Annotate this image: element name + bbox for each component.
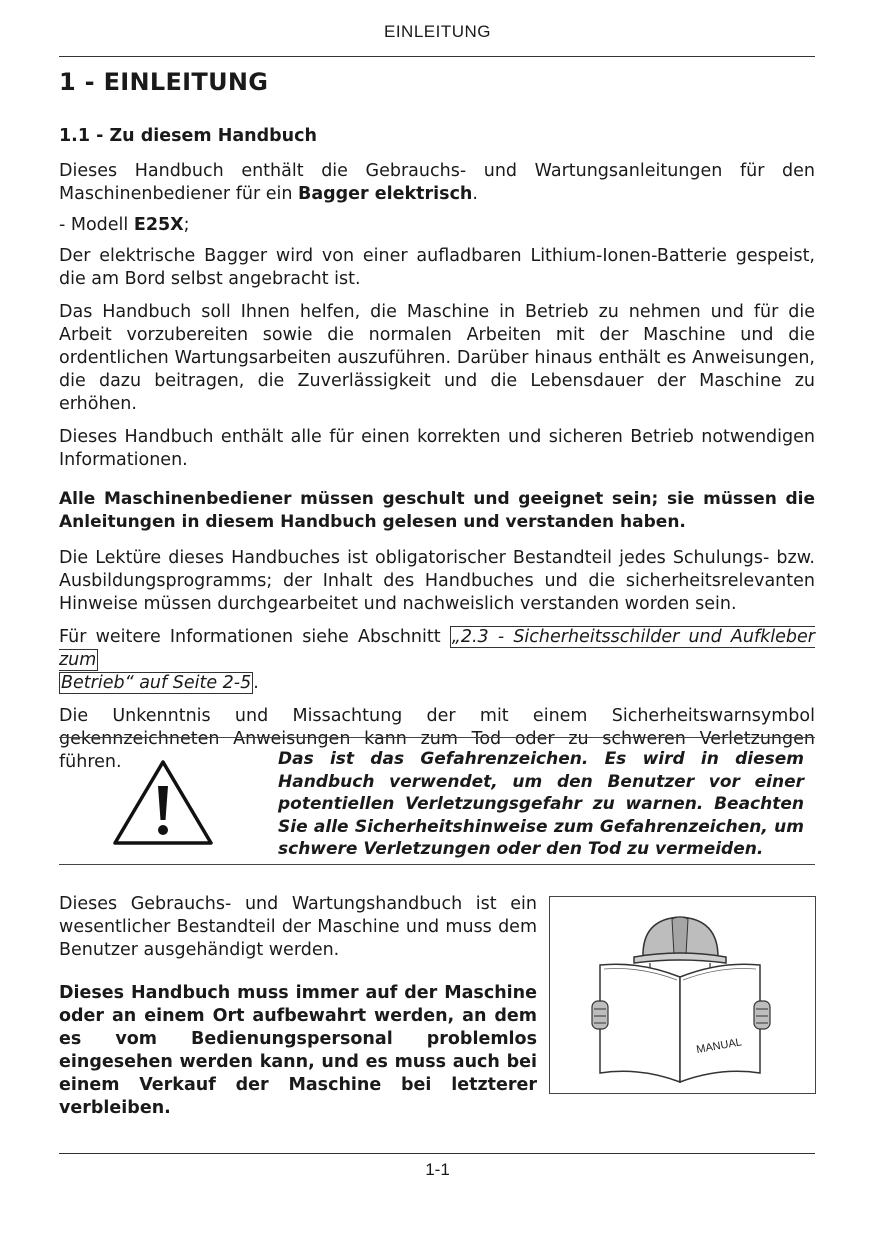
- worker-reading-manual-icon: [550, 897, 815, 1093]
- battery-paragraph: Der elektrische Bagger wird von einer aufladbaren Lithium-Ionen-Batterie gespeist, die am Bord selbst angebracht ist.: [59, 246, 815, 289]
- operator-requirement: Alle Maschinenbediener müssen geschult und geeignet sein; sie müssen die Anleitungen in diesem Handbuch gelesen und verstanden haben.: [59, 489, 815, 532]
- body-text: [59, 160, 815, 784]
- page-link[interactable]: Betrieb“ auf Seite 2-5: [61, 673, 252, 693]
- intro-paragraph: Dieses Handbuch enthält die Gebrauchs- und Wartungsanleitungen für den Maschinenbediener für ein Bagger elektrisch.: [59, 161, 815, 204]
- machine-type: Bagger elektrisch: [297, 184, 473, 204]
- manual-storage-paragraph: Dieses Handbuch muss immer auf der Maschine oder an einem Ort aufbewahrt werden, an dem es vom Bedienungspersonal problemlos eingesehen werden kann, und es muss auch bei einem Verkauf der Maschine bei letzterer verbleiben.: [59, 983, 537, 1118]
- warning-triangle-icon: [111, 758, 215, 848]
- training-paragraph: Die Lektüre dieses Handbuches ist obligatorischer Bestandteil jedes Schulungs- bzw. Ausbildungsprogramms; der Inhalt des Handbuches und die sicherheitsrelevanten Hinweise müssen durchgearbeitet und nachweislich verstanden worden sein.: [59, 548, 815, 614]
- running-header: EINLEITUNG: [383, 22, 492, 41]
- warning-text: Das ist das Gefahrenzeichen. Es wird in diesem Handbuch verwendet, um den Benutzer vor einer potentiellen Verletzungsgefahr zu warnen. Beachten Sie alle Sicherheitshinweise zum Gefahrenzeichen, um schwere Verletzungen oder den Tod zu vermeiden.: [278, 749, 804, 860]
- safety-paragraph: Die Unkenntnis und Missachtung der mit einem Sicherheitswarnsymbol gekennzeichneten Anweisungen kann zum Tod oder zu schweren Verletzungen führen.: [59, 706, 815, 772]
- footer-rule: [59, 1153, 815, 1154]
- model-name: E25X: [133, 215, 184, 235]
- model-line: - Modell E25X;: [59, 215, 190, 235]
- chapter-title: 1 - EINLEITUNG: [59, 68, 269, 96]
- page-number: 1-1: [425, 1160, 450, 1179]
- warning-box: [59, 737, 815, 865]
- manual-reader-illustration: [549, 896, 816, 1094]
- reference-paragraph: Für weitere Informationen siehe Abschnitt „2.3 - Sicherheitsschilder und Aufkleber zum Betrieb“ auf Seite 2-5 .: [59, 627, 815, 693]
- purpose-paragraph: Das Handbuch soll Ihnen helfen, die Maschine in Betrieb zu nehmen und für die Arbeit vorzubereiten sowie die normalen Arbeiten mit der Maschine und die ordentlichen Wartungsarbeiten auszuführen. Darüber hinaus enthält es Anweisungen, die dazu beitragen, die Zuverlässigkeit und die Lebensdauer der Maschine zu erhöhen.: [59, 302, 815, 414]
- manual-part-paragraph: Dieses Gebrauchs- und Wartungshandbuch ist ein wesentlicher Bestandteil der Maschine und muss dem Benutzer ausgehändigt werden.: [59, 894, 537, 960]
- lower-text: [59, 893, 537, 1140]
- info-paragraph: Dieses Handbuch enthält alle für einen korrekten und sicheren Betrieb notwendigen Informationen.: [59, 427, 815, 470]
- header-rule: [59, 56, 815, 57]
- section-title: 1.1 - Zu diesem Handbuch: [59, 126, 317, 146]
- manual-label: MANUAL: [695, 1036, 743, 1057]
- section-link[interactable]: „2.3 - Sicherheitsschilder und Aufkleber zum: [59, 627, 815, 670]
